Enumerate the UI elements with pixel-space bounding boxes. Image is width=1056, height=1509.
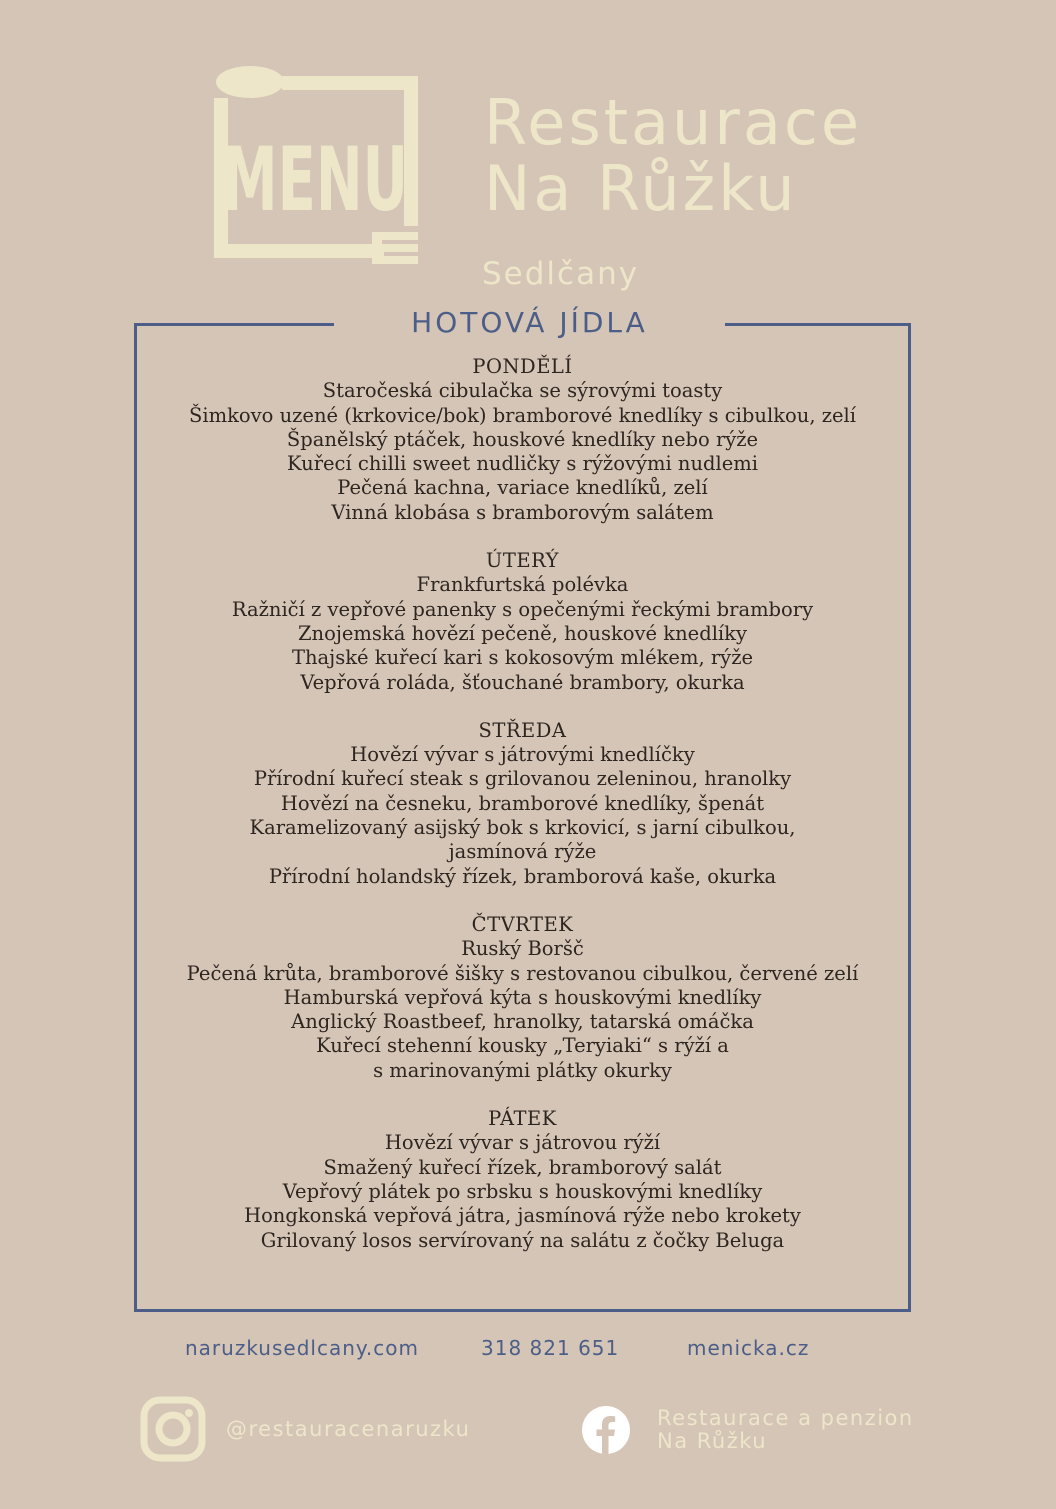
menicka-link[interactable]: menicka.cz — [687, 1336, 810, 1360]
day-heading: PÁTEK — [488, 1107, 557, 1131]
facebook-line1: Restaurace a penzion — [657, 1406, 914, 1430]
restaurant-name-line2: Na Růžku — [484, 152, 798, 225]
menu-item: s marinovanými plátky okurky — [373, 1058, 672, 1082]
menu-item: Ražničí z vepřové panenky s opečenými řeckými brambory — [231, 597, 814, 621]
facebook-icon[interactable] — [581, 1405, 631, 1455]
website-link[interactable]: naruzkusedlcany.com — [185, 1336, 419, 1360]
menu-logo — [212, 62, 418, 274]
menu-item: Smažený kuřecí řízek, bramborový salát — [323, 1155, 722, 1179]
restaurant-title — [482, 86, 863, 292]
menu-item: Staročeská cibulačka se sýrovými toasty — [322, 379, 723, 403]
day-heading: ÚTERÝ — [485, 549, 560, 573]
menu-item: Vepřový plátek po srbsku s houskovými knedlíky — [282, 1179, 763, 1203]
menu-item: Šimkovo uzené (krkovice/bok) bramborové knedlíky s cibulkou, zelí — [189, 403, 856, 427]
menu-item: Vepřová roláda, šťouchané brambory, okurka — [300, 670, 745, 694]
menu-item: Hongkonská vepřová játra, jasmínová rýže nebo krokety — [244, 1204, 801, 1228]
phone-number[interactable]: 318 821 651 — [481, 1336, 620, 1360]
menu-item: Vinná klobása s bramborovým salátem — [331, 500, 714, 524]
menu-item: Hamburská vepřová kýta s houskovými knedlíky — [283, 985, 762, 1009]
day-section — [137, 913, 908, 1083]
spoon-icon — [216, 66, 284, 98]
day-section — [137, 355, 908, 525]
menu-item: Karamelizovaný asijský bok s krkovicí, s jarní cibulkou, — [249, 816, 796, 840]
section-title: HOTOVÁ JÍDLA — [411, 306, 648, 339]
day-heading: PONDĚLÍ — [472, 355, 573, 378]
menu-item: Španělský ptáček, houskové knedlíky nebo rýže — [286, 427, 759, 451]
day-section — [137, 1107, 908, 1253]
menu-item: Frankfurtská polévka — [416, 573, 629, 597]
menu-item: jasmínová rýže — [448, 840, 597, 864]
day-section — [137, 549, 908, 695]
menu-item: Pečená krůta, bramborové šišky s restovanou cibulkou, červené zelí — [186, 961, 859, 985]
day-heading: STŘEDA — [478, 718, 567, 742]
menu-item: Thajské kuřecí kari s kokosovým mlékem, rýže — [291, 646, 754, 670]
menu-item: Anglický Roastbeef, hranolky, tatarská omáčka — [291, 1010, 754, 1034]
instagram-icon[interactable] — [140, 1396, 206, 1462]
fork-icon — [334, 232, 418, 264]
menu-item: Ruský Boršč — [461, 937, 584, 961]
menu-item: Znojemská hovězí pečeně, houskové knedlíky — [298, 621, 747, 645]
menu-item: Hovězí na česneku, bramborové knedlíky, špenát — [280, 791, 765, 815]
menu-item: Hovězí vývar s játrovou rýží — [384, 1131, 661, 1155]
day-section — [137, 719, 908, 889]
logo-text: MENU — [222, 128, 408, 231]
menu-item: Grilovaný losos servírovaný na salátu z čočky Beluga — [260, 1228, 785, 1252]
frame-divider-right — [725, 323, 911, 326]
frame-divider-left — [134, 323, 334, 326]
menu-item: Pečená kachna, variace knedlíků, zelí — [337, 476, 708, 500]
instagram-handle[interactable]: @restauracenaruzku — [226, 1417, 471, 1441]
menu-item: Přírodní kuřecí steak s grilovanou zeleninou, hranolky — [253, 767, 792, 791]
facebook-page-name[interactable] — [657, 1407, 914, 1453]
menu-item: Kuřecí chilli sweet nudličky s rýžovými nudlemi — [287, 452, 758, 476]
facebook-line2: Na Růžku — [657, 1429, 768, 1453]
weekly-menu — [137, 355, 908, 1277]
day-heading: ČTVRTEK — [471, 912, 574, 936]
restaurant-name-line1: Restaurace — [484, 86, 863, 159]
menu-item: Kuřecí stehenní kousky „Teryiaki“ s rýží a — [316, 1034, 729, 1058]
menu-item: Hovězí vývar s játrovými knedlíčky — [350, 743, 695, 767]
town-name: Sedlčany — [482, 256, 640, 292]
menu-item: Přírodní holandský řízek, bramborová kaše, okurka — [268, 864, 777, 888]
